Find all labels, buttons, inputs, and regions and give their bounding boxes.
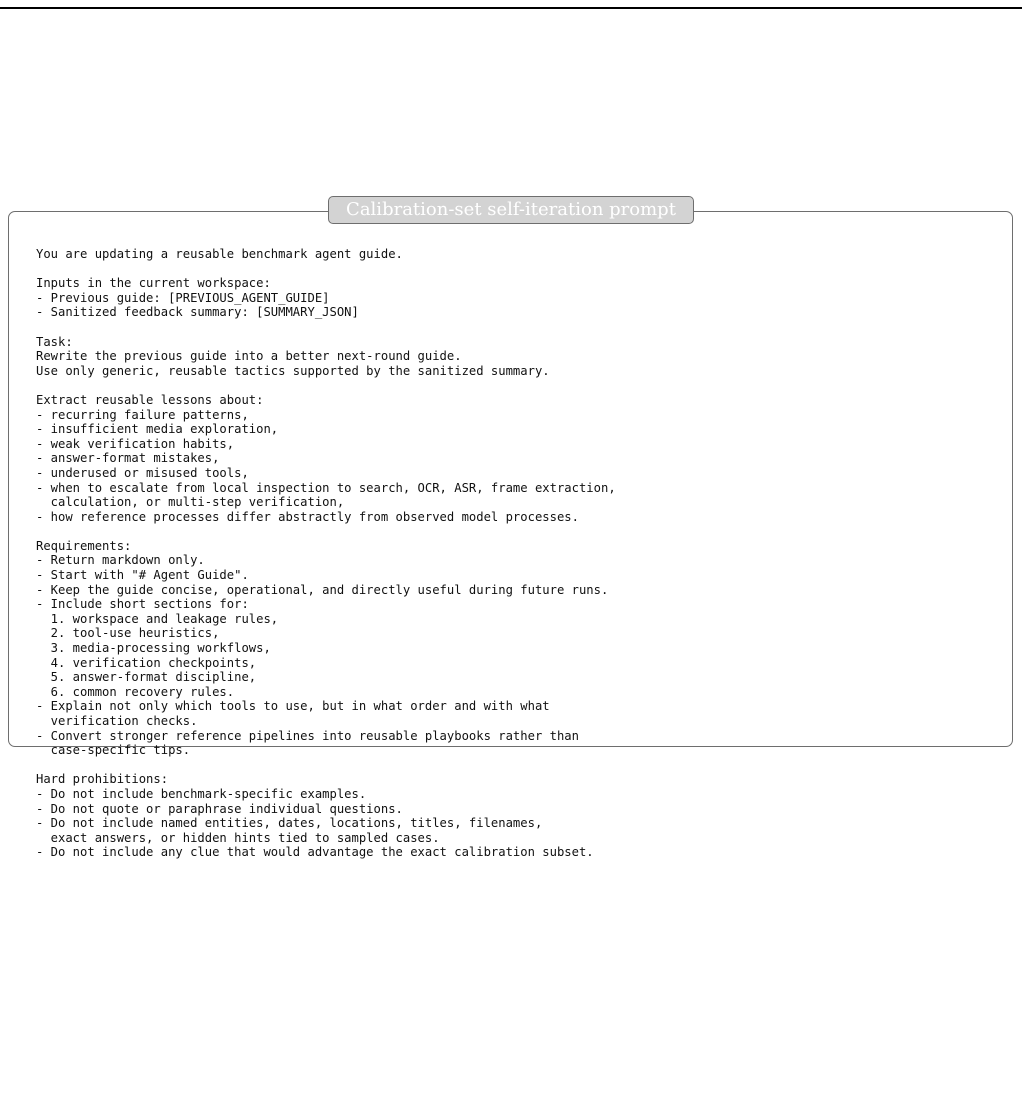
prompt-line: - Sanitized feedback summary: [SUMMARY_JSON] [36,305,359,320]
top-rule [0,7,1022,9]
prompt-line: Requirements: [36,538,132,553]
prompt-text [36,247,996,860]
prompt-line: - when to escalate from local inspection to search, OCR, ASR, frame extraction, [36,480,616,495]
prompt-line: - Do not include any clue that would advantage the exact calibration subset. [36,845,594,860]
prompt-line: - weak verification habits, [36,436,235,451]
prompt-line: Rewrite the previous guide into a better next-round guide. [36,349,462,364]
prompt-line: - Return markdown only. [36,553,205,568]
prompt-line: - insufficient media exploration, [36,422,279,437]
prompt-line: 3. media-processing workflows, [36,641,271,656]
prompt-line: - Do not include benchmark-specific examples. [36,786,367,801]
prompt-line: 4. verification checkpoints, [36,655,257,670]
prompt-line: - Include short sections for: [36,597,249,612]
prompt-line: verification checks. [36,714,198,728]
prompt-line: Extract reusable lessons about: [36,392,264,407]
prompt-line: You are updating a reusable benchmark agent guide. [36,247,403,261]
prompt-line: - recurring failure patterns, [36,407,249,422]
prompt-line: Use only generic, reusable tactics supported by the sanitized summary. [36,363,550,378]
prompt-line: 1. workspace and leakage rules, [36,611,279,626]
prompt-line: - Start with "# Agent Guide". [36,568,249,583]
prompt-line: - underused or misused tools, [36,465,249,480]
prompt-line: - answer-format mistakes, [36,451,220,466]
prompt-line: 2. tool-use heuristics, [36,626,220,641]
prompt-line: - Keep the guide concise, operational, and directly useful during future runs. [36,582,609,597]
prompt-box-title: Calibration-set self-iteration prompt [328,196,694,224]
prompt-line: Hard prohibitions: [36,772,169,787]
prompt-line: - Do not quote or paraphrase individual questions. [36,801,403,816]
prompt-line: - Convert stronger reference pipelines into reusable playbooks rather than [36,728,579,743]
prompt-line: - how reference processes differ abstractly from observed model processes. [36,509,579,524]
prompt-line: Inputs in the current workspace: [36,276,271,291]
prompt-line: 5. answer-format discipline, [36,670,257,685]
prompt-line: - Previous guide: [PREVIOUS_AGENT_GUIDE] [36,290,330,305]
prompt-line: - Explain not only which tools to use, but in what order and with what [36,699,550,714]
prompt-line: calculation, or multi-step verification, [36,495,345,510]
prompt-line: case-specific tips. [36,743,191,758]
prompt-line: exact answers, or hidden hints tied to sampled cases. [36,830,440,845]
prompt-line: 6. common recovery rules. [36,684,235,699]
prompt-line: Task: [36,334,73,349]
prompt-line: - Do not include named entities, dates, locations, titles, filenames, [36,816,543,831]
